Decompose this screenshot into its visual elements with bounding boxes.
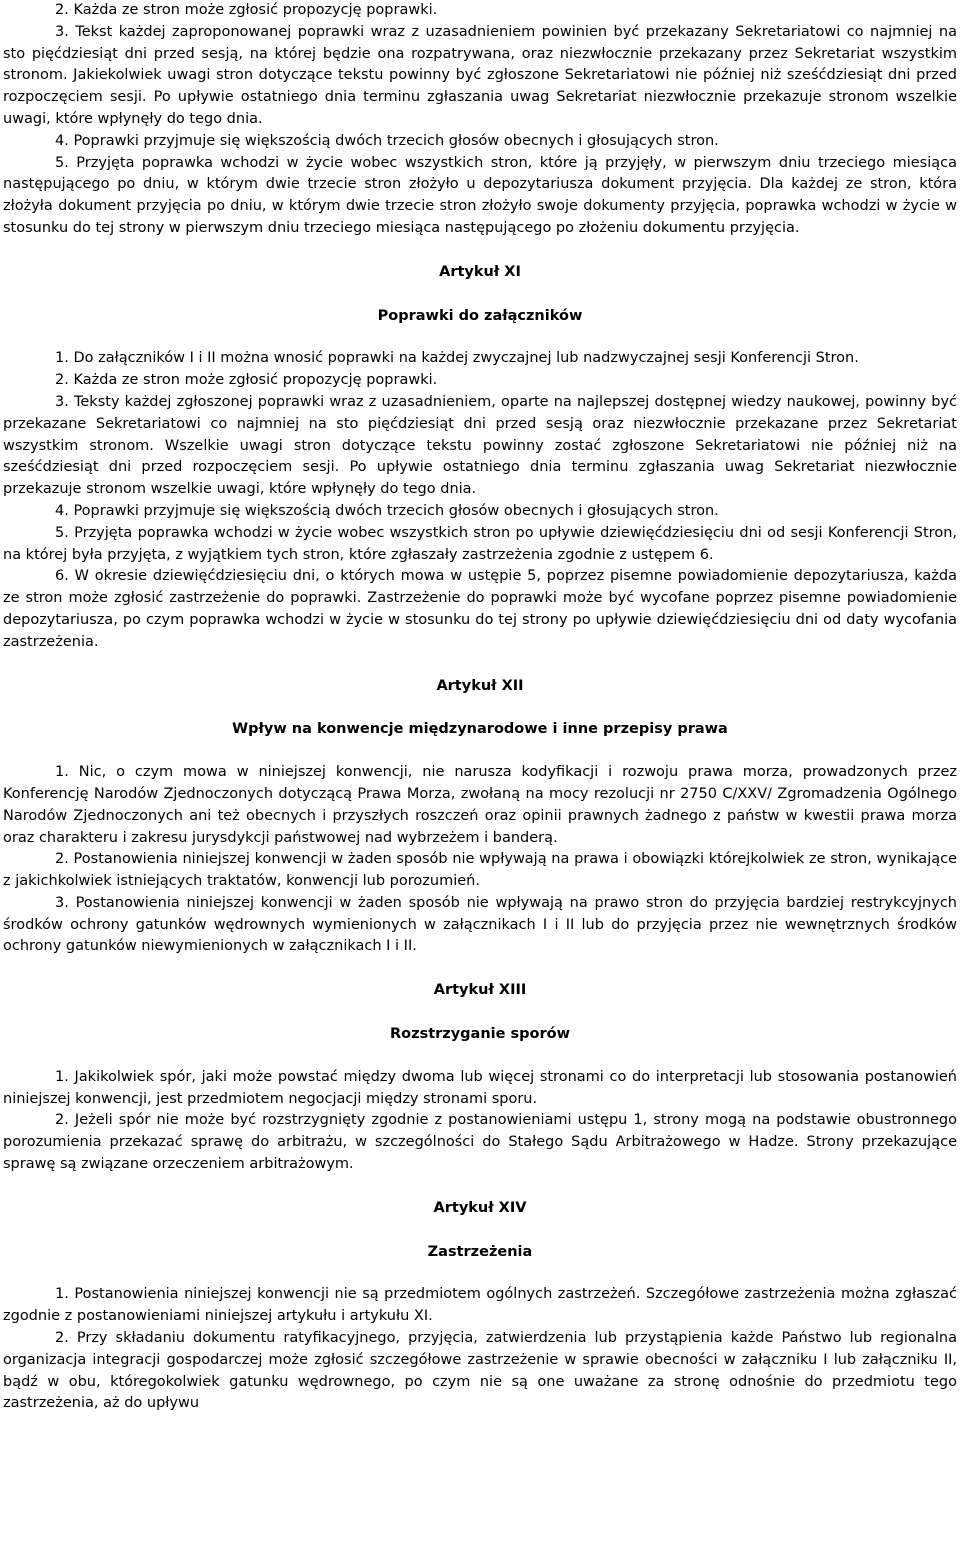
article-11: [3, 262, 957, 654]
paragraph: 6. W okresie dziewięćdziesięciu dni, o których mowa w ustępie 5, poprzez pisemne powiadomienie depozytariusza, każda ze stron może zgłosić zastrzeżenie do poprawki. Zastrzeżenie do poprawki może być wycofane poprzez pisemne powiadomienie depozytariusza, po czym poprawka wchodzi w życie w stosunku do tej strony po upływie dziewięćdziesięciu dni od daty wycofania zastrzeżenia.: [3, 568, 957, 650]
article-number-heading: Artykuł XI: [439, 263, 521, 280]
article-number-heading: Artykuł XII: [436, 677, 524, 694]
paragraph: 3. Postanowienia niniejszej konwencji w żaden sposób nie wpływają na prawo stron do przyjęcia bardziej restrykcyjnych środków ochrony gatunków wędrownych wymienionych w załącznikach I i II lub do przyjęcia przez nie wewnętrznych środków ochrony gatunków niewymienionych w załącznikach I i II.: [3, 894, 957, 955]
paragraph: 5. Przyjęta poprawka wchodzi w życie wobec wszystkich stron, które ją przyjęły, w pierwszym dniu trzeciego miesiąca następującego po dniu, w którym dwie trzecie stron złożyło u depozytariusza dokument przyjęcia. Dla każdej ze stron, która złożyła dokument przyjęcia po dniu, w którym dwie trzecie stron złożyło swoje dokumenty przyjęcia, poprawka wchodzi w życie w stosunku do tej strony w pierwszym dniu trzeciego miesiąca następującego po złożeniu dokumentu przyjęcia.: [3, 154, 957, 236]
paragraph: 2. Postanowienia niniejszej konwencji w żaden sposób nie wpływają na prawa i obowiązki którejkolwiek ze stron, wynikające z jakichkolwiek istniejących traktatów, konwencji lub porozumień.: [3, 851, 957, 890]
article-13: [3, 980, 957, 1176]
article-number-heading: Artykuł XIV: [433, 1199, 527, 1216]
paragraph: 5. Przyjęta poprawka wchodzi w życie wobec wszystkich stron po upływie dziewięćdziesięciu dni od sesji Konferencji Stron, na której była przyjęta, z wyjątkiem tych stron, które zgłaszały zastrzeżenia zgodnie z ustępem 6.: [3, 524, 957, 563]
paragraph: 4. Poprawki przyjmuje się większością dwóch trzecich głosów obecnych i głosujących stron.: [55, 502, 719, 519]
article-number-heading: Artykuł XIII: [433, 982, 527, 999]
article-title-heading: Wpływ na konwencje międzynarodowe i inne przepisy prawa: [232, 721, 728, 738]
paragraph: 2. Każda ze stron może zgłosić propozycję poprawki.: [55, 372, 438, 389]
paragraph: 3. Teksty każdej zgłoszonej poprawki wraz z uzasadnieniem, oparte na najlepszej dostępnej wiedzy naukowej, powinny być przekazane Sekretariatowi co najmniej na sto pięćdziesiąt dni przed sesją oraz niezwłocznie przekazane przez Sekretariat wszystkim stronom. Wszelkie uwagi stron dotyczące tekstu powinny zostać zgłoszone Sekretariatowi nie później niż na sześćdziesiąt dni przed rozpoczęciem sesji. Po upływie ostatniego dnia terminu zgłaszania uwag Sekretariat niezwłocznie przekazuje stronom wszelkie uwagi, które wpłynęły do tego dnia.: [3, 393, 957, 498]
paragraph: 3. Tekst każdej zaproponowanej poprawki wraz z uzasadnieniem powinien być przekazany Sekretariatowi co najmniej na sto pięćdziesiąt dni przed sesją, na której będzie ona rozpatrywana, oraz niezwłocznie przekazany przez Sekretariat wszystkim stronom. Jakiekolwiek uwagi stron dotyczące tekstu powinny być zgłoszone Sekretariatowi nie później niż sześćdziesiąt dni przed rozpoczęciem sesji. Po upływie ostatniego dnia terminu zgłaszania uwag Sekretariat niezwłocznie przekazuje stronom wszelkie uwagi, które wpłynęły do tego dnia.: [3, 23, 957, 127]
article-title-heading: Poprawki do załączników: [377, 307, 583, 324]
paragraph: 1. Jakikolwiek spór, jaki może powstać między dwoma lub więcej stronami co do interpretacji lub stosowania postanowień niniejszej konwencji, jest przedmiotem negocjacji między stronami sporu.: [3, 1068, 957, 1107]
paragraph: 1. Postanowienia niniejszej konwencji nie są przedmiotem ogólnych zastrzeżeń. Szczegółowe zastrzeżenia można zgłaszać zgodnie z postanowieniami niniejszej artykułu i artykułu XI.: [3, 1286, 957, 1325]
paragraph: 1. Do załączników I i II można wnosić poprawki na każdej zwyczajnej lub nadzwyczajnej sesji Konferencji Stron.: [55, 350, 859, 367]
article-title-heading: Rozstrzyganie sporów: [390, 1026, 570, 1043]
paragraph: 1. Nic, o czym mowa w niniejszej konwencji, nie narusza kodyfikacji i rozwoju prawa morza, prowadzonych przez Konferencję Narodów Zjednoczonych dotyczącą Prawa Morza, zwołaną na mocy rezolucji nr 2750 C/XXV/ Zgromadzenia Ogólnego Narodów Zjednoczonych ani też obecnych i przyszłych roszczeń oraz opinii prawnych żadnego z państw w kwestii prawa morza oraz charakteru i zakresu jurysdykcji państwowej nad wybrzeżem i banderą.: [3, 764, 957, 846]
article-10-continuation: [3, 0, 957, 240]
article-12: [3, 676, 957, 959]
paragraph: 2. Przy składaniu dokumentu ratyfikacyjnego, przyjęcia, zatwierdzenia lub przystąpienia każde Państwo lub regionalna organizacja integracji gospodarczej może zgłosić szczegółowe zastrzeżenie w sprawie obecności w załączniku I lub załączniku II, bądź w obu, któregokolwiek gatunku wędrownego, po czym nie są one uważane za stronę odnośnie do przedmiotu tego zastrzeżenia, aż do upływu: [3, 1330, 957, 1412]
paragraph: 2. Jeżeli spór nie może być rozstrzygnięty zgodnie z postanowieniami ustępu 1, strony mogą na podstawie obustronnego porozumienia przekazać sprawę do arbitrażu, w szczególności do Stałego Sądu Arbitrażowego w Hadze. Strony przekazujące sprawę są związane orzeczeniem arbitrażowym.: [3, 1112, 957, 1173]
paragraph: 4. Poprawki przyjmuje się większością dwóch trzecich głosów obecnych i głosujących stron.: [55, 132, 719, 149]
paragraph: 2. Każda ze stron może zgłosić propozycję poprawki.: [55, 2, 438, 18]
article-14: [3, 1198, 957, 1415]
article-title-heading: Zastrzeżenia: [427, 1243, 533, 1260]
